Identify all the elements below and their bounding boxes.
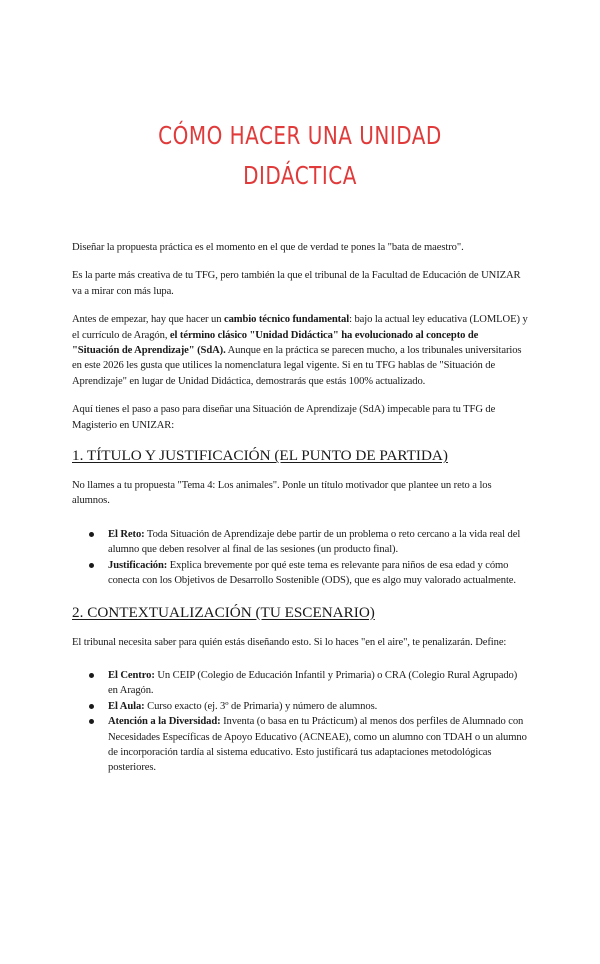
bullet-term: Atención a la Diversidad: <box>108 716 221 728</box>
intro-paragraph-4: Aquí tienes el paso a paso para diseñar una Situación de Aprendizaje (SdA) impecable para tu TFG de Magisterio en UNIZAR: <box>72 404 496 431</box>
bullet-text: Explica brevemente por qué este tema es relevante para niños de esa edad y cómo conecta con los Objetivos de Desarrollo Sostenible (ODS), que es algo muy valorado actualmente. <box>108 559 516 587</box>
intro-p3-bold-term: el término clásico "Unidad Didáctica" ha evolucionado al concepto de "Situación de Aprendizaje" (SdA). <box>72 329 479 357</box>
bullet-dot-icon <box>89 704 94 709</box>
bullet-dot-icon <box>89 532 94 537</box>
bullet-text: Toda Situación de Aprendizaje debe partir de un problema o reto cercano a la vida real del alumno que deben resolver al final de las sesiones (un producto final). <box>108 528 521 556</box>
intro-p3-text-a: Antes de empezar, hay que hacer un <box>72 314 224 326</box>
bullet-text: Un CEIP (Colegio de Educación Infantil y Primaria) o CRA (Colegio Rural Agrupado) en Aragón. <box>108 669 518 697</box>
intro-p3-text-e: Aunque en la práctica se parecen mucho, a los tribunales universitarios en este 2026 les gusta que utilices la nomenclatura legal vigente. Si en tu TFG hablas de "Situación de Aprendizaje" en lugar de Unidad Didáctica, demostrarás que estás 100% actualizado. <box>72 345 522 387</box>
bullet-item <box>108 714 528 776</box>
bullet-term: El Centro: <box>108 669 155 681</box>
section-1-heading: 1. TÍTULO Y JUSTIFICACIÓN (EL PUNTO DE PARTIDA) <box>72 447 448 465</box>
bullet-item <box>108 527 528 558</box>
intro-p3-text-c: : bajo la actual ley educativa (LOMLOE) y el currículo de Aragón, <box>72 314 528 341</box>
bullet-item <box>108 668 528 699</box>
section-2-heading: 2. CONTEXTUALIZACIÓN (TU ESCENARIO) <box>72 603 375 621</box>
intro-paragraph-2: Es la parte más creativa de tu TFG, pero también la que el tribunal de la Facultad de Educación de UNIZAR va a mirar con más lupa. <box>72 270 521 297</box>
bullet-dot-icon <box>89 673 94 678</box>
bullet-item <box>108 558 528 589</box>
intro-p3-bold-change: cambio técnico fundamental <box>223 314 350 326</box>
bullet-item <box>108 699 528 714</box>
section-title-justification <box>72 446 528 588</box>
section-contextualization <box>72 603 528 776</box>
section-2-lead: El tribunal necesita saber para quién estás diseñando esto. Si lo haces "en el aire", te penalizarán. Define: <box>72 636 507 648</box>
bullet-term: Justificación: <box>108 559 168 571</box>
intro-paragraph-3 <box>72 312 528 389</box>
bullet-term: El Reto: <box>108 528 145 540</box>
section-1-lead: No llames a tu propuesta "Tema 4: Los animales". Ponle un título motivador que plantee un reto a los alumnos. <box>72 480 492 507</box>
intro-paragraph-1: Diseñar la propuesta práctica es el momento en el que de verdad te pones la "bata de maestro". <box>72 242 464 253</box>
intro-section <box>72 240 528 433</box>
document-page <box>0 116 600 964</box>
bullet-text: Inventa (o basa en tu Prácticum) al menos dos perfiles de Alumnado con Necesidades Específicas de Apoyo Educativo (ACNEAE), como un alumno con TDAH o un alumno de incorporación tardía al sistema educativo. Esto justificará tus adaptaciones metodológicas posteriores. <box>108 716 527 774</box>
bullet-text: Curso exacto (ej. 3º de Primaria) y número de alumnos. <box>144 700 378 712</box>
bullet-dot-icon <box>89 719 94 724</box>
page-title: CÓMO HACER UNA UNIDAD DIDÁCTICA <box>158 121 442 190</box>
bullet-term: El Aula: <box>108 700 145 712</box>
section-2-bullet-list <box>72 668 528 776</box>
bullet-dot-icon <box>89 563 94 568</box>
section-1-bullet-list <box>72 527 528 589</box>
